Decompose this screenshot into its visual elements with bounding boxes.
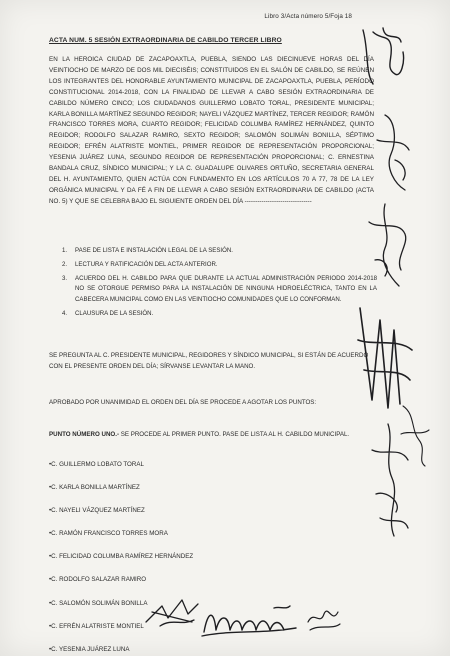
margin-signature-6 (395, 400, 435, 470)
page-reference: Libro 3/Acta número 5/Foja 18 (264, 13, 352, 20)
agenda-item (62, 309, 377, 320)
agenda-item (62, 260, 377, 271)
point-one-label: PUNTO NÚMERO UNO.- (49, 431, 120, 438)
point-one-paragraph (49, 430, 374, 441)
agenda-item-text: LECTURA Y RATIFICACIÓN DEL ACTA ANTERIOR. (75, 260, 218, 268)
roll-call-item: •C. RAMÓN FRANCISCO TORRES MORA (49, 530, 168, 538)
agenda-item-text: CLAUSURA DE LA SESIÓN. (75, 309, 154, 317)
roll-call-item: •C. RODOLFO SALAZAR RAMIRO (49, 576, 147, 584)
roll-call-list (49, 460, 349, 656)
agenda-item-text: PASE DE LISTA E INSTALACIÓN LEGAL DE LA SESIÓN. (75, 247, 233, 254)
roll-call-item: •C. GUILLERMO LOBATO TORAL (49, 461, 144, 468)
agenda-item-number: 2. (62, 260, 68, 268)
roll-call-item: •C. FELICIDAD COLUMBA RAMÍREZ HERNÁNDEZ (49, 553, 194, 561)
agenda-item (62, 274, 377, 306)
roll-call-item: •C. YESENIA JUÁREZ LUNA (49, 645, 130, 653)
document-title: ACTA NUM. 5 SESIÓN EXTRAORDINARIA DE CABILDO TERCER LIBRO (49, 37, 282, 44)
agenda-item-number: 4. (62, 309, 68, 317)
agenda-item-text: ACUERDO DEL H. CABILDO PARA QUE DURANTE LA ACTUAL ADMINISTRACIÓN PERIODO 2014-2018 NO SE OTORGUE PERMISO PARA LA INSTALACIÓN DE NINGUNA HIDROELÉCTRICA, TANTO EN LA CABECERA MUNICIPAL COMO EN LAS VEINTIOCHO COMUNIDADES QUE LO CONFORMAN. (75, 274, 377, 304)
roll-call-item: •C. SALOMÓN SOLIMÁN BONILLA (49, 599, 148, 607)
roll-call-item: •C. EFRÉN ALATRISTE MONTIEL (49, 622, 144, 630)
intro-paragraph: EN LA HEROICA CIUDAD DE ZACAPOAXTLA, PUEBLA, SIENDO LAS DIECINUEVE HORAS DEL DÍA VEINTIOCHO DE MARZO DE DOS MIL DIECISÉIS; CONSTITUIDOS EN EL SALÓN DE CABILDO, SE REÚNEN LOS INTEGRANTES DEL HONORABLE AYUNTAMIENTO MUNICIPAL DE ZACAPOAXTLA, PUEBLA, PERÍODO CONSTITUCIONAL 2014-2018, CON LA FINALIDAD DE LLEVAR A CABO SESIÓN EXTRAORDINARIA DE CABILDO NÚMERO CINCO; LOS CIUDADANOS GUILLERMO LOBATO TORAL, PRESIDENTE MUNICIPAL; KARLA BONILLA MARTÍNEZ SEGUNDO REGIDOR; NAYELI VÁZQUEZ MARTÍNEZ, TERCER REGIDOR; RAMÓN FRANCISCO TORRES MORA, CUARTO REGIDOR; FELICIDAD COLUMBA RAMÍREZ HERNÁNDEZ, QUINTO REGIDOR; RODOLFO SALAZAR RAMIRO, SEXTO REGIDOR; SALOMÓN SOLIMÁN BONILLA, SÉPTIMO REGIDOR; EFRÉN ALATRISTE MONTIEL, PRIMER REGIDOR DE REPRESENTACIÓN PROPORCIONAL; YESENIA JUÁREZ LUNA, SEGUNDO REGIDOR DE REPRESENTACIÓN PROPORCIONAL; C. ERNESTINA BANDALA CRUZ, SÍNDICO MUNICIPAL; Y LA C. GUADALUPE OLIVARES ORTUÑO, SECRETARIA GENERAL DEL H. AYUNTAMIENTO, QUIEN ACTÚA CON FUNDAMENTO EN LOS ARTÍCULOS 70 A 77, 78 DE LA LEY ORGÁNICA MUNICIPAL Y DA FÉ A FIN DE LLEVAR A CABO SESIÓN EXTRAORDINARIA DE CABILDO (ACTA NO. 5) Y QUE SE CELEBRA BAJO EL SIGUIENTE ORDEN DEL DÍA -------------------------------- (49, 56, 374, 205)
agenda-list (62, 246, 377, 321)
question-paragraph: SE PREGUNTA AL C. PRESIDENTE MUNICIPAL, REGIDORES Y SÍNDICO MUNICIPAL, SI ESTÁN DE ACUERDO CON EL PRESENTE ORDEN DEL DÍA; SÍRVANSE LEVANTAR LA MANO. (49, 352, 369, 370)
agenda-item-number: 1. (62, 247, 68, 254)
agenda-item (62, 246, 377, 257)
roll-call-item: •C. KARLA BONILLA MARTÍNEZ (49, 484, 140, 492)
point-one-text: SE PROCEDE AL PRIMER PUNTO. PASE DE LISTA AL H. CABILDO MUNICIPAL. (119, 431, 350, 438)
agenda-item-number: 3. (62, 274, 68, 282)
roll-call-item: •C. NAYELI VÁZQUEZ MARTÍNEZ (49, 507, 145, 515)
approval-paragraph: APROBADO POR UNANIMIDAD EL ORDEN DEL DÍA SE PROCEDE A AGOTAR LOS PUNTOS: (49, 399, 317, 406)
